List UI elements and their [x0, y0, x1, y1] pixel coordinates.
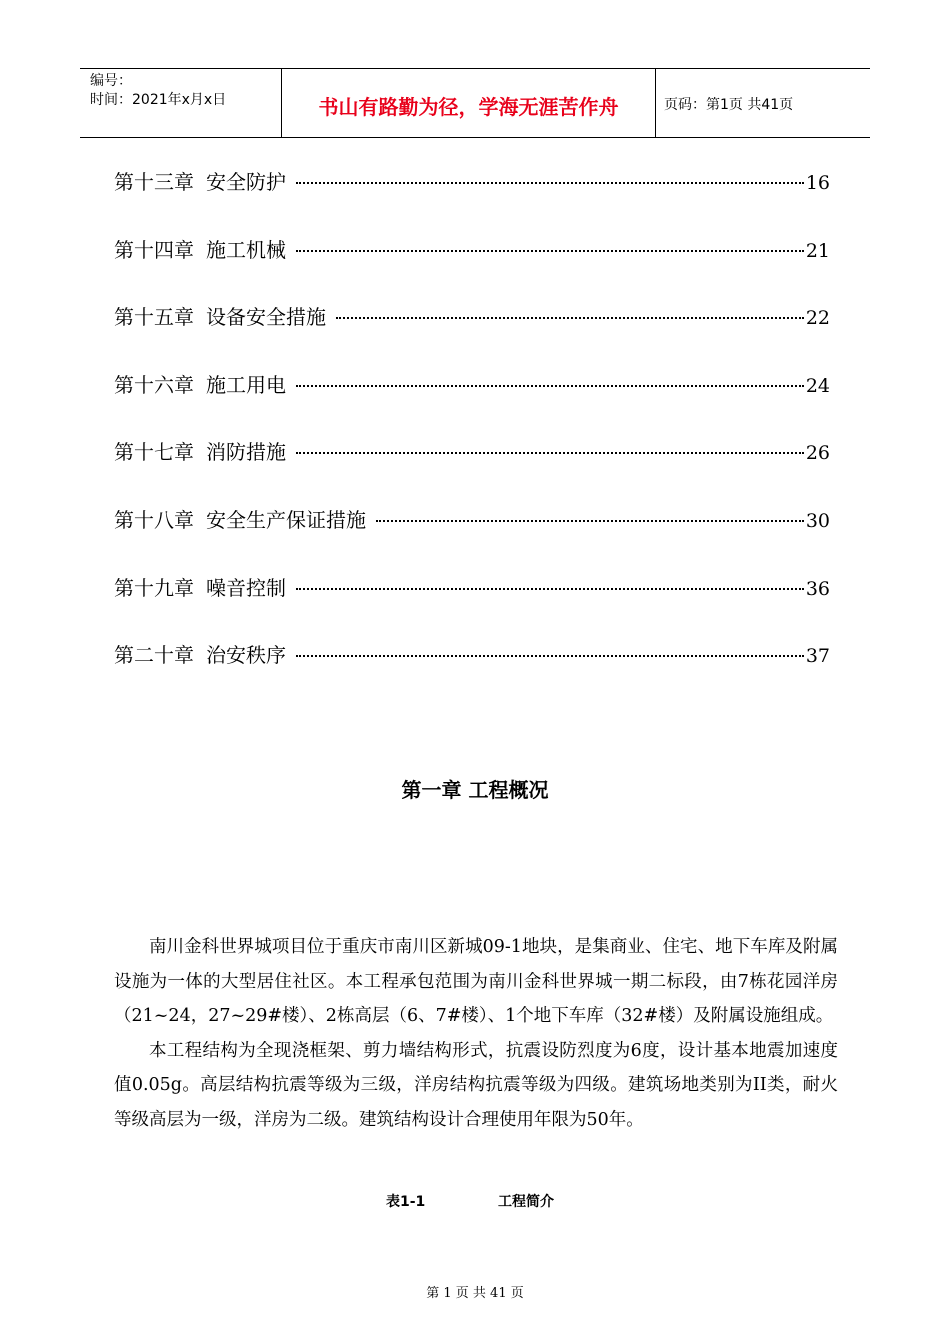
toc-entry[interactable]	[114, 436, 830, 504]
toc-title: 安全生产保证措施	[206, 507, 366, 532]
toc-entry[interactable]	[114, 369, 830, 437]
toc-leader	[296, 250, 804, 252]
number-label: 编号：	[90, 73, 132, 89]
toc-leader	[296, 182, 804, 184]
toc-chapter: 第十三章	[114, 170, 194, 194]
toc-chapter: 第十六章	[114, 372, 194, 397]
table-title: 工程简介	[498, 1194, 554, 1210]
page-footer: 第 1 页 共 41 页	[426, 1286, 524, 1301]
toc-chapter: 第十五章	[114, 305, 194, 330]
toc-leader	[296, 655, 804, 657]
toc-leader	[296, 588, 804, 590]
toc-entry[interactable]	[114, 301, 830, 369]
chapter-heading: 第一章 工程概况	[401, 778, 549, 802]
toc-page-number: 24	[805, 374, 830, 397]
toc-entry[interactable]	[114, 166, 830, 234]
toc-title: 噪音控制	[206, 575, 286, 600]
paragraph: 南川金科世界城项目位于重庆市南川区新城09-1地块，是集商业、住宅、地下车库及附属设施为一体的大型居住社区。本工程承包范围为南川金科世界城一期二标段，由7栋花园洋房（21~24，27~29#楼）、2栋高层（6、7#楼）、1个地下车库（32#楼）及附属设施组成。	[114, 937, 838, 1026]
date-label: 时间：2021年x月x日	[90, 92, 227, 108]
table-number: 表1-1	[386, 1194, 426, 1210]
toc-chapter: 第二十章	[114, 643, 194, 668]
page-header	[80, 68, 870, 138]
toc-title: 施工机械	[206, 237, 286, 262]
toc-page-number: 16	[805, 172, 830, 194]
header-meta	[80, 69, 282, 137]
toc-page-number: 26	[805, 442, 830, 465]
toc-leader	[296, 385, 804, 387]
toc-title: 施工用电	[206, 372, 286, 397]
toc-page-number: 21	[805, 239, 830, 262]
toc-entry[interactable]	[114, 572, 830, 640]
toc-leader	[296, 452, 804, 454]
paragraph: 本工程结构为全现浇框架、剪力墙结构形式，抗震设防烈度为6度，设计基本地震加速度值0.05g。高层结构抗震等级为三级，洋房结构抗震等级为四级。建筑场地类别为II类，耐火等级高层为一级，洋房为二级。建筑结构设计合理使用年限为50年。	[114, 1040, 838, 1130]
toc-page-number: 37	[805, 645, 830, 668]
toc-page-number: 30	[805, 509, 830, 532]
toc-chapter: 第十四章	[114, 237, 194, 262]
toc-page-number: 36	[805, 577, 830, 600]
toc-title: 治安秩序	[206, 643, 286, 668]
toc-entry[interactable]	[114, 234, 830, 302]
toc-leader	[376, 520, 804, 522]
toc-chapter: 第十八章	[114, 507, 194, 532]
toc-leader	[336, 317, 804, 319]
header-page-info: 页码：第1页 共41页	[664, 97, 794, 113]
toc-entry[interactable]	[114, 504, 830, 572]
header-motto: 书山有路勤为径，学海无涯苦作舟	[282, 69, 656, 137]
toc-entry[interactable]	[114, 639, 830, 707]
toc-chapter: 第十九章	[114, 575, 194, 600]
toc-title: 消防措施	[206, 440, 286, 465]
body-text	[114, 930, 838, 1137]
toc-page-number: 22	[805, 307, 830, 330]
toc-chapter: 第十七章	[114, 440, 194, 465]
toc-title: 设备安全措施	[206, 305, 326, 330]
toc-title: 安全防护	[206, 170, 286, 194]
table-of-contents	[114, 166, 830, 707]
